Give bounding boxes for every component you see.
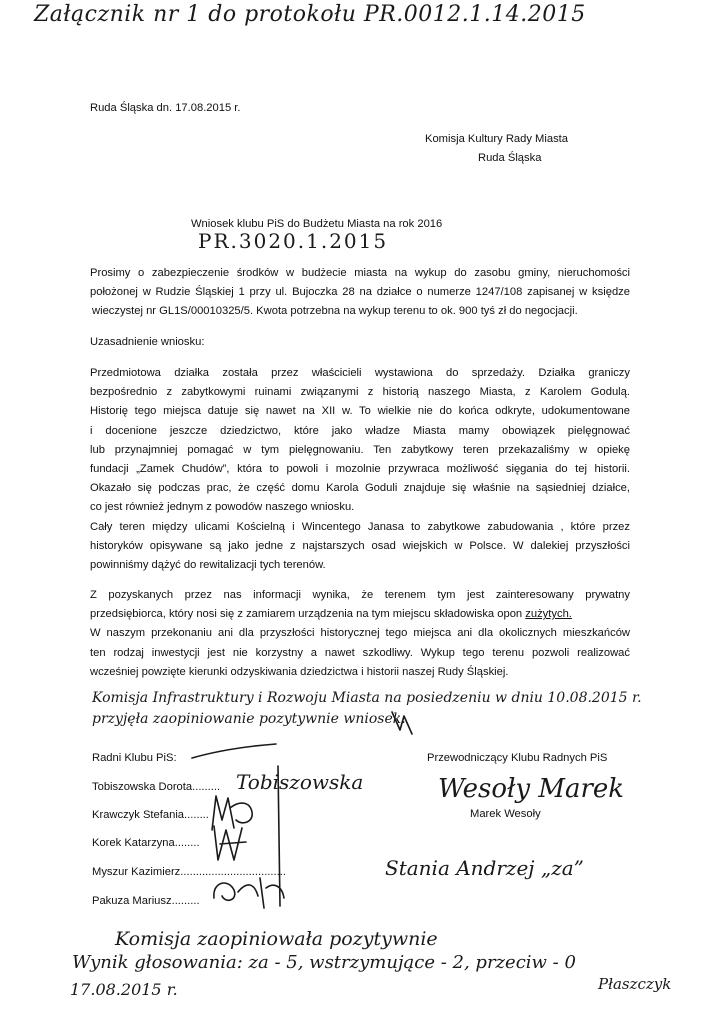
area-paragraph <box>90 518 630 576</box>
councillor-name: Korek Katarzyna <box>92 837 175 849</box>
councillor-signature-3 <box>206 820 266 864</box>
paragraph-line: bezpośrednio z zabytkowymi ruinami związanymi z historią naszego Miasta, z Karolem Godulą. <box>90 386 630 399</box>
paragraph-line: W naszym przekonaniu ani dla przyszłości historycznej tego miejsca ani dla okolicznych mieszkańców <box>90 627 630 640</box>
request-paragraph <box>90 264 630 322</box>
paragraph-line: wieczystej nr GL1S/00010325/5. Kwota potrzebna na wykup terenu to ok. 900 tyś zł do negocjacji. <box>92 305 578 318</box>
paragraph-line: położonej w Rudzie Śląskiej 1 przy ul. Bujoczka 28 na działce o numerze 1247/108 zapisanej w księdze <box>90 286 630 299</box>
place-date: Ruda Śląska dn. 17.08.2015 r. <box>90 102 241 114</box>
handwritten-vote-date: 17.08.2015 r. <box>70 980 178 999</box>
handwritten-committee-note-line-1: Komisja Infrastruktury i Rozwoju Miasta na posiedzeniu w dniu 10.08.2015 r. <box>92 690 642 706</box>
corrected-word: zużytych. <box>525 608 572 621</box>
handwritten-opinion: Komisja zaopiniowała pozytywnie <box>115 928 438 950</box>
paragraph-line: powinniśmy dążyć do rewitalizacji tych terenów. <box>90 559 326 572</box>
recipient-line-2: Ruda Śląska <box>478 152 542 164</box>
justification-heading: Uzasadnienie wniosku: <box>90 336 205 348</box>
councillor-row: Pakuza Mariusz......... <box>92 895 200 907</box>
subject-title: Wniosek klubu PiS do Budżetu Miasta na rok 2016 <box>191 218 443 230</box>
councillor-signature-1: Tobiszowska <box>236 770 364 794</box>
paragraph-line: Historię tego miejsca datuje się nawet na XII w. To wielkie nie do końca odkryte, udokumentowane <box>90 405 630 418</box>
handwritten-bottom-signature: Płaszczyk <box>598 975 672 993</box>
paragraph-line: Okazało się podczas prac, że część domu Karola Goduli znajduje się właśnie na sąsiedniej działce, <box>90 482 630 495</box>
paragraph-line: i docenione jeszcze dziedzictwo, które jako władze Miasta mamy obowiązek pielęgnować <box>90 424 630 437</box>
chair-handwritten-signature: Wesoły Marek <box>438 774 625 804</box>
paragraph-line: fundacji „Zamek Chudów”, która to powoli i mozolnie przywraca możliwość sięgania do tej historii. <box>90 463 630 476</box>
investor-paragraph <box>90 586 630 682</box>
paragraph-line: Cały teren między ulicami Kościelną i Wincentego Janasa to zabytkowe zabudowania , które przez <box>90 521 630 533</box>
paragraph-line <box>90 605 630 624</box>
councillor-name: Krawczyk Stefania <box>92 809 185 821</box>
chair-name: Marek Wesoły <box>470 808 541 820</box>
paragraph-line: historyków opisywane są jako jedne z najstarszych osad wiejskich w Polsce. W dalekiej przyszłości <box>90 540 630 553</box>
paragraph-line: Prosimy o zabezpieczenie środków w budżecie miasta na wykup do zasobu gminy, nieruchomości <box>90 267 630 279</box>
header-annex-note: Załącznik nr 1 do protokołu PR.0012.1.14.2015 <box>34 2 586 27</box>
councillor-row: Myszur Kazimierz.................................. <box>92 866 286 878</box>
councillor-row: Krawczyk Stefania........ <box>92 809 209 821</box>
councillor-row: Tobiszowska Dorota......... <box>92 781 221 793</box>
handwritten-vote-result: Wynik głosowania: za - 5, wstrzymujące - 2, przeciw - 0 <box>72 952 576 973</box>
signature-vertical-stroke <box>270 760 290 910</box>
paragraph-line-text: przedsiębiorca, który nosi się z zamiarem urządzenia na tym miejscu składowiska opon <box>90 608 523 621</box>
councillors-label: Radni Klubu PiS: <box>92 752 177 764</box>
paragraph-line: lub przynajmniej pomagać w tym pielęgnowaniu. Ten zabytkowy teren przekazaliśmy w opiekę <box>90 443 630 456</box>
signature-stroke <box>190 742 280 762</box>
paragraph-line: wcześniej powzięte kierunki odzyskiwania dziedzictwa i historii naszej Rudy Śląskiej. <box>90 665 509 678</box>
councillor-row: Korek Katarzyna........ <box>92 837 200 849</box>
handwritten-mark <box>390 708 420 738</box>
councillor-name: Tobiszowska Dorota <box>92 781 193 793</box>
handwritten-stania-note: Stania Andrzej „za” <box>385 856 584 880</box>
handwritten-committee-note-line-2: przyjęła zaopiniowanie pozytywnie wniosek. <box>92 711 406 727</box>
paragraph-line: Przedmiotowa działka została przez właścicieli wystawiona do sprzedaży. Działka graniczy <box>90 367 630 379</box>
recipient-line-1: Komisja Kultury Rady Miasta <box>425 133 569 145</box>
paragraph-line: ten rodzaj inwestycji jest nie korzystny a nawet szkodliwy. Wykup tego terenu pozwoli realizować <box>90 646 630 659</box>
paragraph-line: co jest również jednym z powodów naszego wniosku. <box>90 501 355 514</box>
chair-label: Przewodniczący Klubu Radnych PiS <box>427 752 608 764</box>
handwritten-case-number: PR.3020.1.2015 <box>198 229 389 253</box>
paragraph-line: Z pozyskanych przez nas informacji wynika, że terenem tym jest zainteresowany prywatny <box>90 589 630 601</box>
justification-paragraph <box>90 364 630 518</box>
councillor-name: Myszur Kazimierz <box>92 866 181 878</box>
councillor-name: Pakuza Mariusz <box>92 895 172 907</box>
